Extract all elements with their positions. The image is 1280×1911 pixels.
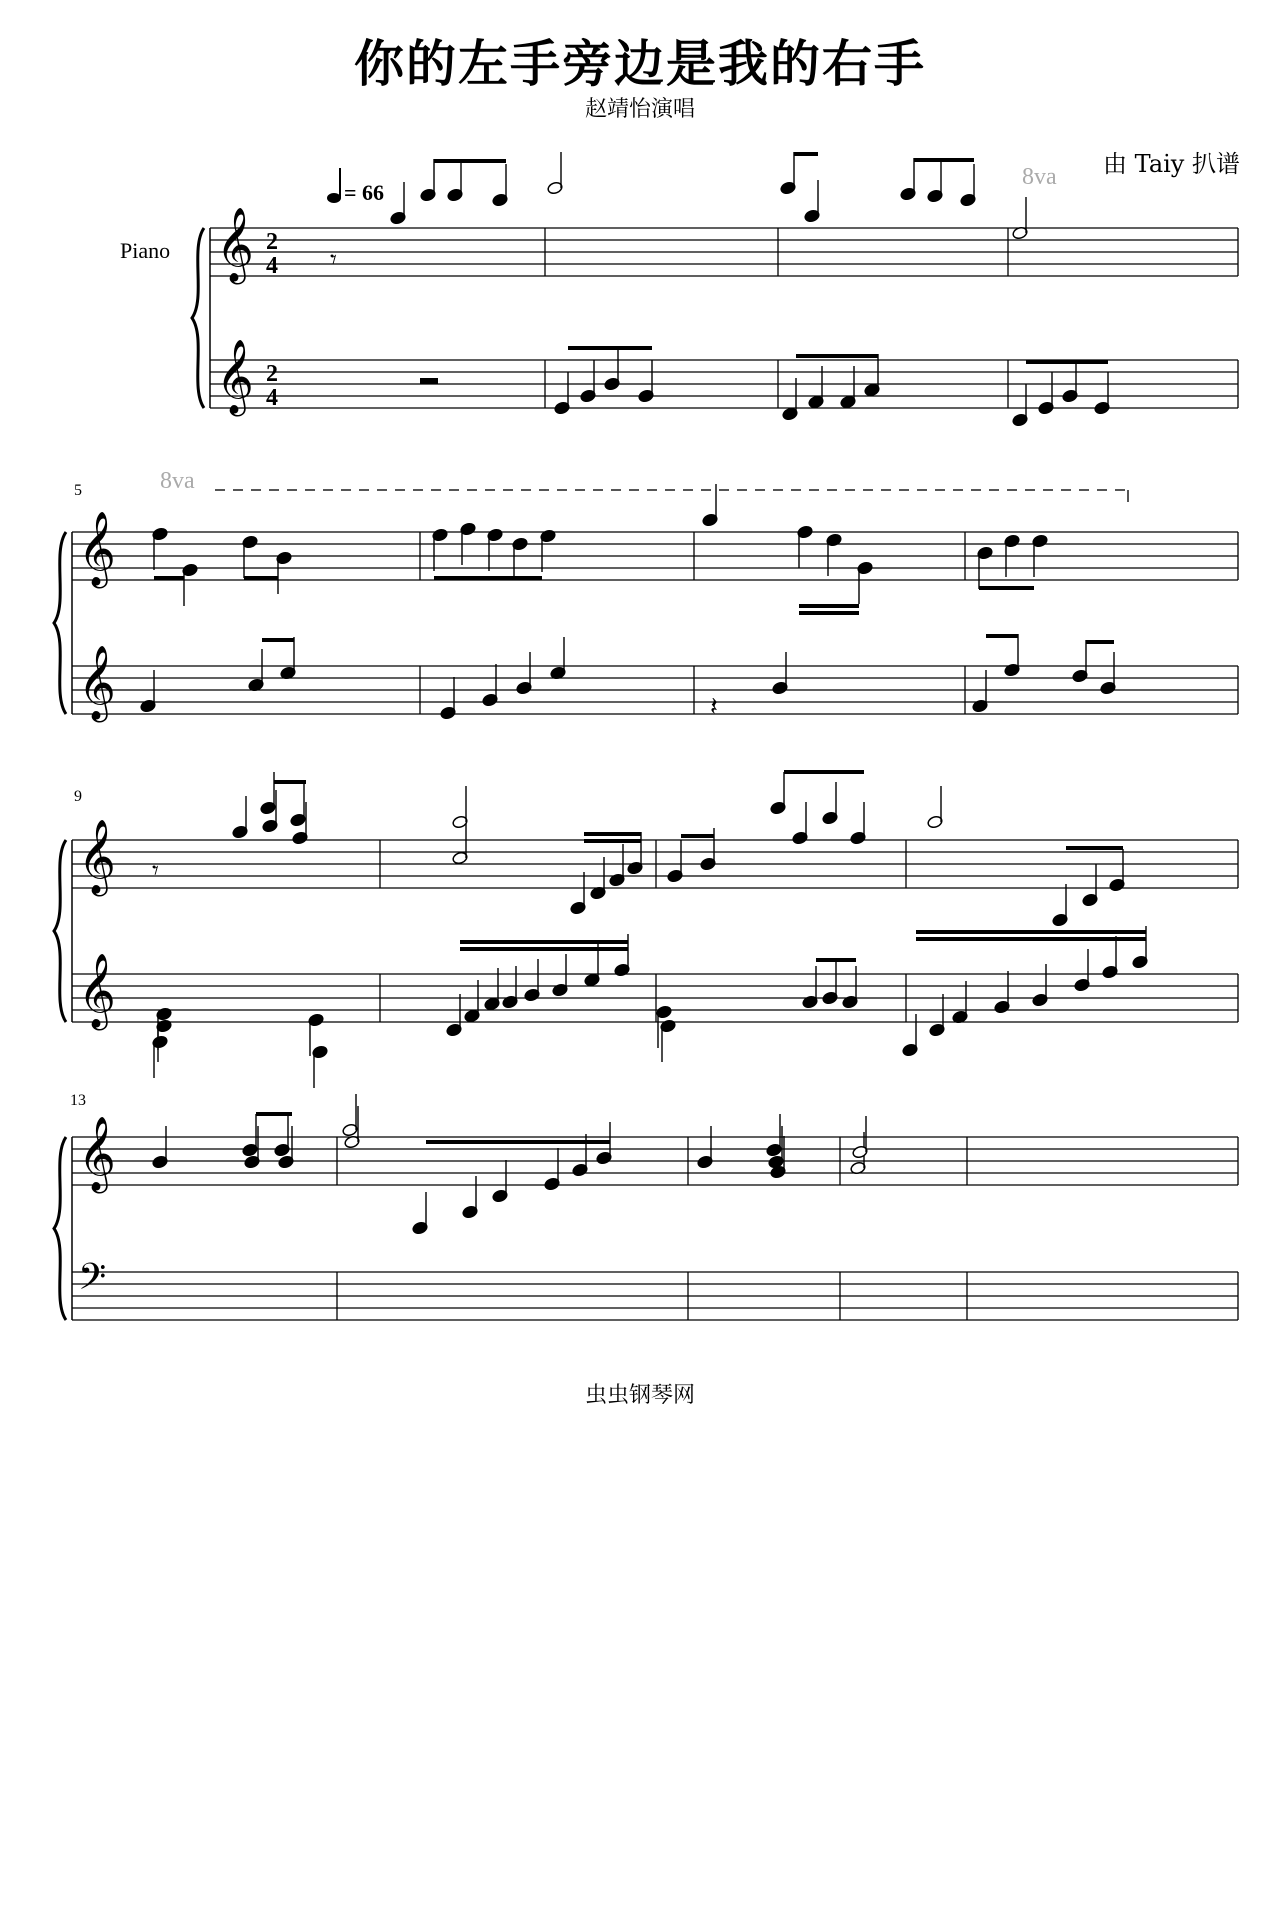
note (638, 360, 655, 403)
note (516, 652, 533, 695)
note (972, 670, 989, 713)
beam (262, 638, 294, 642)
beam (244, 576, 278, 580)
rest: 𝄾 (330, 245, 337, 275)
measure-number-9: 9 (74, 788, 82, 805)
note (927, 160, 944, 203)
note (524, 959, 541, 1002)
beam (460, 947, 628, 951)
note (1109, 849, 1126, 892)
note (152, 1035, 169, 1078)
note (994, 971, 1011, 1014)
note (1038, 372, 1055, 415)
bass-clef: 𝄢 (78, 1256, 107, 1307)
beam (460, 940, 628, 944)
beam (681, 834, 714, 838)
note (1082, 864, 1099, 907)
score-title: 你的左手旁边是我的右手 (354, 35, 926, 93)
note (482, 664, 499, 707)
brace (192, 228, 204, 408)
note (452, 786, 469, 829)
music-system (54, 512, 1238, 723)
note (462, 1176, 479, 1219)
lower-staff (72, 974, 1238, 1022)
note (1074, 949, 1091, 992)
ottava-label: 8va (1022, 164, 1057, 190)
note (1052, 884, 1069, 927)
beam (568, 346, 652, 350)
note (900, 158, 917, 201)
note (1100, 652, 1117, 695)
note (452, 822, 469, 865)
note (570, 872, 587, 915)
note (667, 840, 684, 883)
note (792, 802, 809, 845)
note (152, 527, 169, 570)
note (390, 182, 407, 225)
note (446, 994, 463, 1037)
note (502, 966, 519, 1009)
note (804, 180, 821, 223)
treble-clef: 𝄞 (78, 1117, 116, 1191)
lower-staff (72, 666, 1238, 714)
rest: 𝄽 (710, 692, 718, 722)
note (412, 1192, 429, 1235)
brace (54, 1137, 66, 1320)
beam (794, 152, 818, 156)
note (492, 1160, 509, 1203)
time-signature-top: 2 (266, 361, 278, 387)
note (544, 1148, 561, 1191)
beam (274, 780, 306, 784)
note (550, 637, 567, 680)
beam (584, 832, 641, 836)
beam (426, 1140, 610, 1144)
note (512, 537, 529, 580)
treble-clef: 𝄞 (216, 208, 254, 282)
beam (784, 770, 864, 774)
beam (799, 604, 859, 608)
note (276, 551, 293, 594)
note (182, 563, 199, 606)
note (260, 772, 277, 815)
beam (154, 576, 184, 580)
note (552, 954, 569, 997)
note (660, 1019, 677, 1062)
beam (816, 958, 856, 962)
treble-staff (72, 840, 1238, 888)
note (609, 844, 626, 887)
music-system (54, 1117, 1238, 1320)
note (1012, 197, 1029, 240)
note (432, 528, 449, 571)
score-subtitle: 赵靖怡演唱 (584, 97, 695, 122)
beam (799, 611, 859, 615)
note (1012, 384, 1029, 427)
lower-staff (210, 360, 1238, 408)
note (797, 525, 814, 568)
beam (916, 937, 1146, 941)
note (826, 533, 843, 576)
note (627, 832, 644, 875)
note (857, 561, 874, 604)
note (842, 966, 859, 1009)
beam (256, 1112, 292, 1116)
music-system (192, 208, 1238, 417)
time-signature-bottom: 4 (266, 385, 278, 411)
note (1094, 372, 1111, 415)
note (952, 981, 969, 1024)
note (822, 782, 839, 825)
note (248, 649, 265, 692)
note (766, 1114, 783, 1157)
note (850, 802, 867, 845)
note (232, 796, 249, 839)
half-rest (420, 378, 438, 384)
note (554, 372, 571, 415)
note (140, 670, 157, 713)
note (242, 1114, 259, 1157)
note (580, 360, 597, 403)
beam (914, 158, 974, 162)
note (280, 637, 297, 680)
beam (1086, 640, 1114, 644)
note (447, 159, 464, 202)
beam (979, 586, 1034, 590)
note (902, 1014, 919, 1057)
ottava-marks (160, 164, 1128, 502)
note (492, 164, 509, 207)
note (1004, 634, 1021, 677)
site-footer: 虫虫钢琴网 (584, 1383, 695, 1408)
measure-number-5: 5 (74, 482, 82, 499)
tempo-marking (327, 168, 384, 205)
beam (434, 576, 542, 580)
tempo-text: = 66 (344, 180, 385, 205)
note (780, 152, 797, 195)
time-signature-bottom: 4 (266, 253, 278, 279)
beam (1066, 846, 1123, 850)
brace (54, 840, 66, 1022)
note (770, 772, 787, 815)
note (822, 962, 839, 1005)
note (540, 529, 557, 572)
treble-clef: 𝄞 (78, 646, 116, 720)
note (960, 164, 977, 207)
note (802, 966, 819, 1009)
note (1102, 936, 1119, 979)
beam (434, 159, 506, 163)
treble-clef: 𝄞 (78, 954, 116, 1028)
time-signature-top: 2 (266, 229, 278, 255)
measure-number-13: 13 (70, 1092, 86, 1109)
note (312, 1045, 329, 1088)
note (1062, 360, 1079, 403)
note (604, 348, 621, 391)
note (290, 784, 307, 827)
beam (796, 354, 878, 358)
treble-staff (210, 228, 1238, 276)
instrument-label: Piano (120, 238, 171, 263)
lower-staff (72, 1272, 1238, 1320)
note (697, 1126, 714, 1169)
treble-clef: 𝄞 (216, 340, 254, 414)
note (440, 677, 457, 720)
note (772, 652, 789, 695)
beam (986, 634, 1018, 638)
note (929, 994, 946, 1037)
note (547, 152, 564, 195)
note (152, 1126, 169, 1169)
treble-clef: 𝄞 (78, 512, 116, 586)
ottava-label: 8va (160, 468, 195, 494)
beam (1026, 360, 1108, 364)
beam (584, 839, 641, 843)
note (1072, 640, 1089, 683)
note (274, 1114, 291, 1157)
rest: 𝄾 (152, 856, 159, 886)
note (420, 159, 437, 202)
arranger-credit: 由 Taiy 扒谱 (1103, 150, 1240, 178)
note (927, 786, 944, 829)
treble-clef: 𝄞 (78, 820, 116, 894)
note (487, 528, 504, 571)
note (342, 1094, 359, 1137)
brace (54, 532, 66, 714)
beam (916, 930, 1146, 934)
